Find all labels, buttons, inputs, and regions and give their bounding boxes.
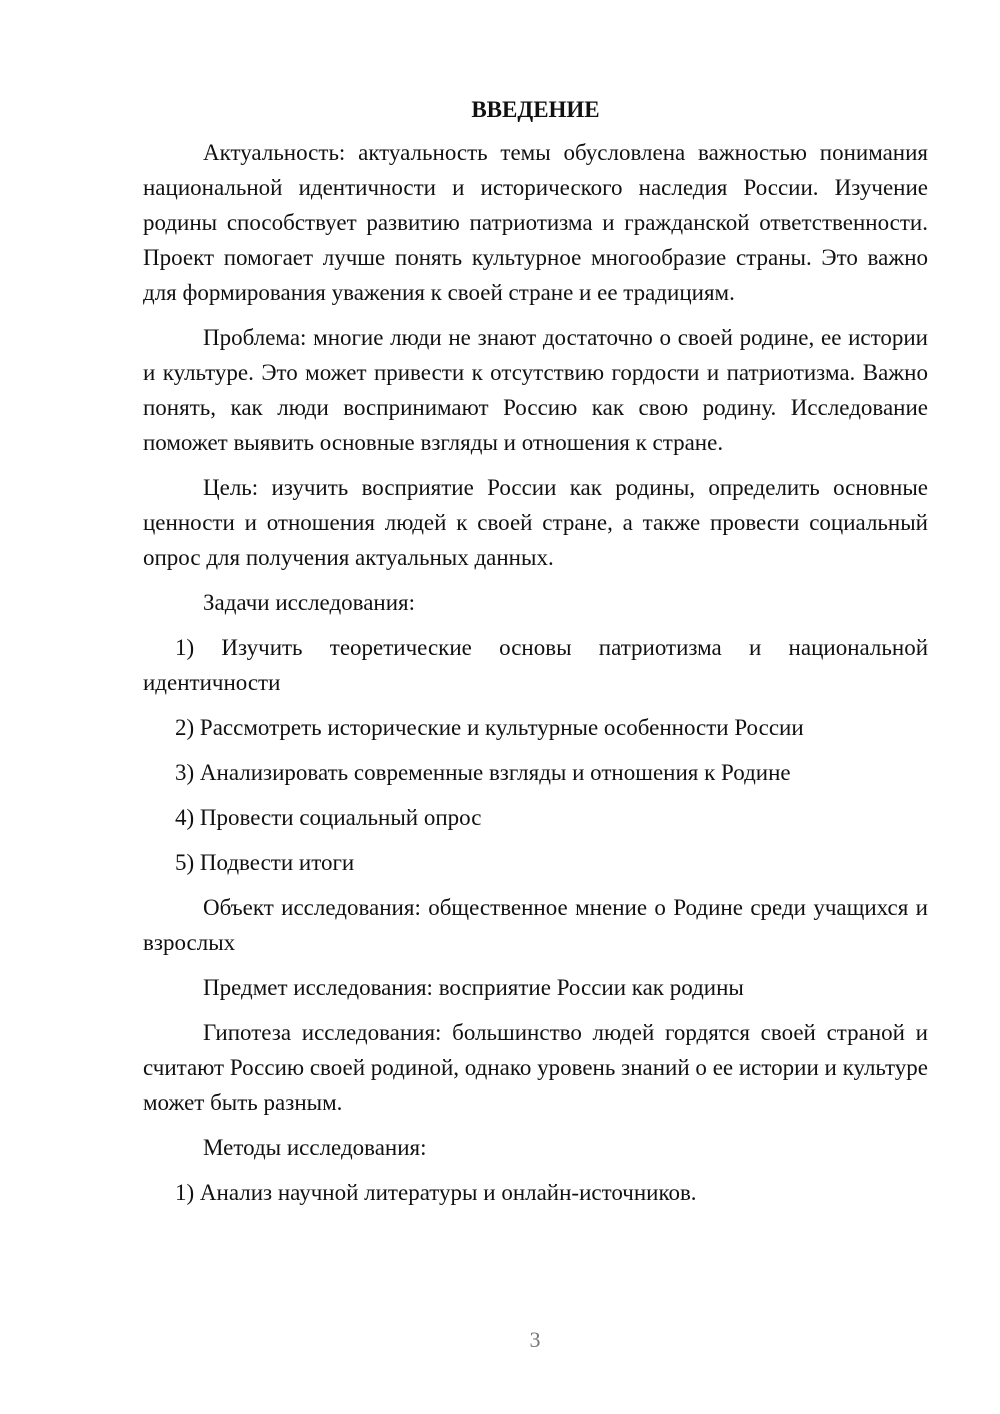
method-item: 1) Анализ научной литературы и онлайн-источников. <box>175 1180 697 1205</box>
tasks-heading: Задачи исследования: <box>203 590 416 615</box>
task-item: 2) Рассмотреть исторические и культурные особенности России <box>175 715 804 740</box>
page-content <box>143 92 928 1220</box>
task-item: 1) Изучить теоретические основы патриотизма и национальной идентичности <box>143 635 928 695</box>
research-hypothesis: Гипотеза исследования: большинство людей гордятся своей страной и считают Россию своей родиной, однако уровень знаний о ее истории и культуре может быть разным. <box>143 1020 928 1115</box>
problem-paragraph: Проблема: многие люди не знают достаточно о своей родине, ее истории и культуре. Это может привести к отсутствию гордости и патриотизма. Важно понять, как люди воспринимают Россию как свою родину. Исследование поможет выявить основные взгляды и отношения к стране. <box>143 325 928 455</box>
task-item: 3) Анализировать современные взгляды и отношения к Родине <box>175 760 791 785</box>
relevance-paragraph: Актуальность: актуальность темы обусловлена важностью понимания национальной идентичности и исторического наследия России. Изучение родины способствует развитию патриотизма и гражданской ответственности. Проект помогает лучше понять культурное многообразие страны. Это важно для формирования уважения к своей стране и ее традициям. <box>143 140 928 305</box>
research-subject: Предмет исследования: восприятие России как родины <box>203 975 744 1000</box>
page-number: 3 <box>529 1327 541 1352</box>
methods-heading: Методы исследования: <box>203 1135 427 1160</box>
task-item: 5) Подвести итоги <box>175 850 355 875</box>
research-object: Объект исследования: общественное мнение о Родине среди учащихся и взрослых <box>143 895 928 955</box>
goal-paragraph: Цель: изучить восприятие России как родины, определить основные ценности и отношения людей к своей стране, а также провести социальный опрос для получения актуальных данных. <box>143 475 928 570</box>
section-title: ВВЕДЕНИЕ <box>471 97 600 122</box>
task-item: 4) Провести социальный опрос <box>175 805 482 830</box>
